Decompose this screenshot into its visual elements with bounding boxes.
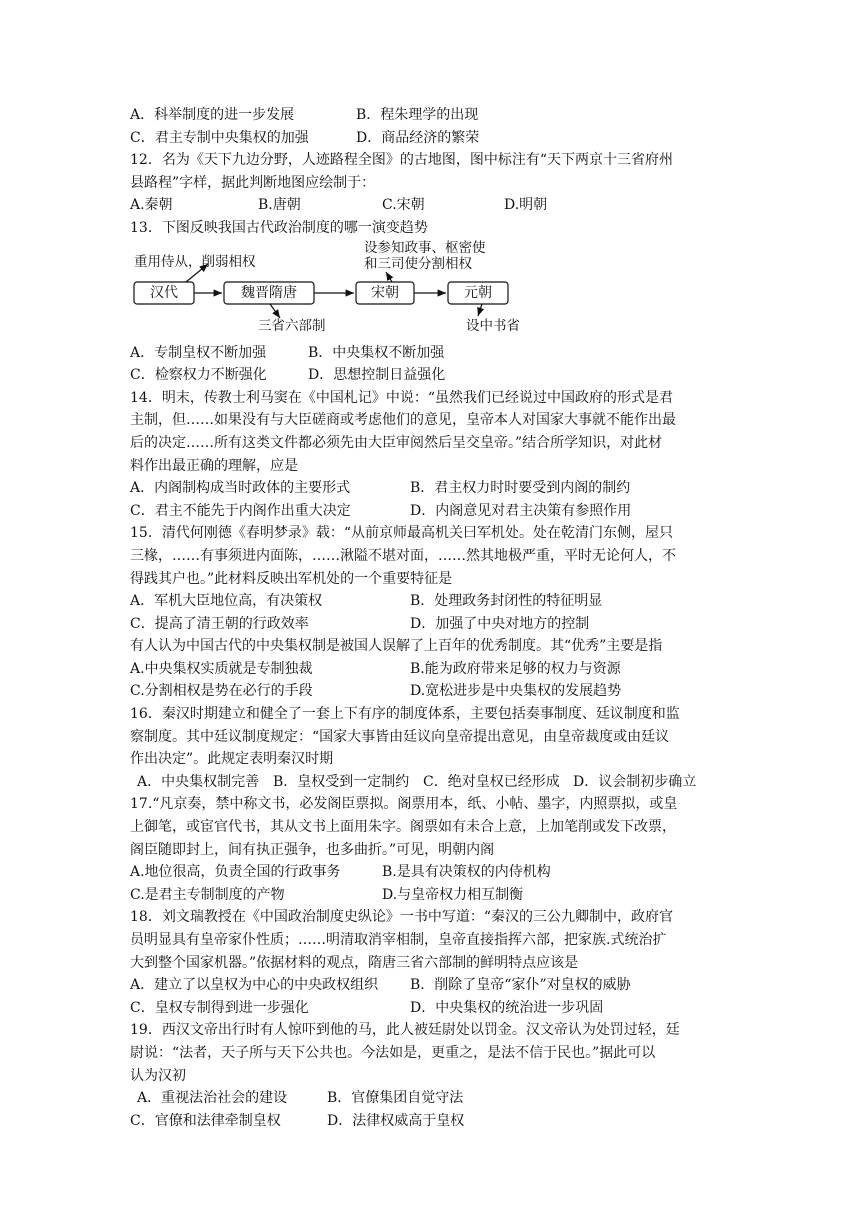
question-line: 阁臣随即封上，间有执正强争，也多曲折。”可见，明朝内阁 — [130, 841, 495, 858]
q11-option-a[interactable]: A．科举制度的进一步发展 — [130, 107, 295, 123]
q11-option-d[interactable]: D．商品经济的繁荣 — [356, 129, 480, 146]
question-line: 县路程”字样，据此判断地图应绘制于： — [130, 174, 376, 191]
q17-stem — [130, 793, 742, 861]
q15b-stem: 有人认为中国古代的中央集权制是被国人误解了上百年的优秀制度。其“优秀”主要是指 — [130, 638, 663, 655]
q14-option-b[interactable]: B．君主权力时时要受到内阁的制约 — [410, 480, 631, 497]
q16-option-b[interactable]: B．皇权受到一定制约 — [273, 773, 410, 790]
question-line: 作出决定”。此规定表明秦汉时期 — [130, 751, 334, 768]
label-han-top: 重用侍从，削弱相权 — [134, 253, 256, 270]
question-line: 16．秦汉时期建立和健全了一套上下有序的制度体系，主要包括奏事制度、廷议制度和监 — [130, 706, 680, 723]
q11-options-row-1 — [130, 104, 742, 127]
question-line: 后的决定……所有这类文件都必须先由大臣审阅然后呈交皇帝。”结合所学知识，对此材 — [130, 434, 663, 451]
q12-stem — [130, 149, 742, 194]
q15-options-row-1 — [130, 590, 742, 613]
q18-options-row-1 — [130, 974, 742, 997]
q19-option-b[interactable]: B．官僚集团自觉守法 — [327, 1090, 464, 1107]
question-line: 尉说：“法者，天子所与天下公共也。今法如是，更重之，是法不信于民也。”据此可以 — [130, 1044, 656, 1061]
question-line: 17.“凡京奏，禁中称文书，必发阁臣票拟。阁票用本，纸、小帖、墨字，内照票拟，或皇 — [130, 796, 678, 813]
box-label-yuan: 元朝 — [464, 284, 492, 301]
q15b-option-b[interactable]: B.能为政府带来足够的权力与资源 — [410, 660, 621, 677]
q15b-option-d[interactable]: D.宽松进步是中央集权的发展趋势 — [410, 683, 622, 700]
q11-option-b[interactable]: B．程朱理学的出现 — [356, 107, 479, 123]
q19-option-d[interactable]: D．法律权威高于皇权 — [327, 1112, 465, 1129]
q18-stem — [130, 906, 742, 974]
question-line: 察制度。其中廷议制度规定：“国家大事皆由廷议向皇帝提出意见，由皇帝裁度或由廷议 — [130, 728, 670, 745]
q15-option-c[interactable]: C．提高了清王朝的行政效率 — [130, 615, 309, 632]
q15b-option-c[interactable]: C.分割相权是势在必行的手段 — [130, 683, 313, 700]
box-label-weijin: 魏晋隋唐 — [241, 284, 297, 301]
q17-option-a[interactable]: A.地位很高，负责全国的行政事务 — [130, 864, 341, 881]
q13-option-d[interactable]: D．思想控制日益强化 — [308, 367, 446, 384]
q13-options-row-1 — [130, 342, 742, 365]
question-line: 三椽，……有事须进内面陈，……湫隘不堪对面，……然其地极严重，平时无论何人，不 — [130, 547, 676, 564]
q14-option-a[interactable]: A．内阁制构成当时政体的主要形式 — [130, 480, 351, 497]
question-line: 12．名为《天下九边分野，人迹路程全图》的古地图，图中标注有“天下两京十三省府州 — [130, 152, 673, 169]
q19-options-row-1 — [130, 1087, 742, 1110]
q13-diagram — [130, 239, 742, 338]
q14-stem — [130, 387, 742, 477]
q12-option-d[interactable]: D.明朝 — [504, 197, 548, 214]
label-yuan-bottom: 设中书省 — [466, 317, 520, 334]
q17-options-row-1 — [130, 861, 742, 884]
q12-option-b[interactable]: B.唐朝 — [258, 197, 301, 214]
q15-option-d[interactable]: D．加强了中央对地方的控制 — [410, 615, 590, 632]
label-weijin-bottom: 三省六部制 — [258, 317, 326, 334]
q11-options-row-2 — [130, 127, 742, 150]
q18-option-d[interactable]: D．中央集权的统治进一步巩固 — [410, 999, 604, 1016]
q13-stem: 13．下图反映我国古代政治制度的哪一演变趋势 — [130, 219, 428, 236]
q15b-options-row-1 — [130, 658, 742, 681]
q14-option-c[interactable]: C．君主不能先于内阁作出重大决定 — [130, 502, 351, 519]
q18-option-c[interactable]: C．皇权专制得到进一步强化 — [130, 999, 309, 1016]
q15-stem — [130, 522, 742, 590]
question-line: 18．刘文瑞教授在《中国政治制度史纵论》一书中写道：“秦汉的三公九卿制中，政府官 — [130, 909, 673, 926]
q11-option-c[interactable]: C．君主专制中央集权的加强 — [130, 129, 309, 146]
q16-options-row — [130, 771, 742, 794]
q18-option-b[interactable]: B．削除了皇帝“家仆”对皇权的威胁 — [410, 977, 631, 994]
q19-option-a[interactable]: A．重视法治社会的建设 — [137, 1090, 288, 1107]
q15-option-a[interactable]: A．军机大臣地位高，有决策权 — [130, 593, 323, 610]
question-line: 料作出最正确的理解，应是 — [130, 457, 298, 474]
q19-stem — [130, 1019, 742, 1087]
question-line: 员明显具有皇帝家仆性质；……明清取消宰相制，皇帝直接指挥六部，把家族.式统治扩 — [130, 932, 667, 948]
q12-option-a[interactable]: A.秦朝 — [130, 197, 173, 214]
q16-option-c[interactable]: C．绝对皇权已经形成 — [423, 773, 560, 790]
question-line: 15．清代何刚德《春明梦录》载：“从前京师最高机关曰军机处。处在乾清门东侧，屋只 — [130, 525, 673, 542]
question-line: 得践其户也。”此材料反映出军机处的一个重要特征是 — [130, 570, 453, 587]
question-line: 认为汉初 — [130, 1067, 186, 1084]
question-line: 主制，但……如果没有与大臣磋商或考虑他们的意见，皇帝本人对国家大事就不能作出最 — [130, 412, 676, 429]
q14-options-row-1 — [130, 477, 742, 500]
exam-page — [130, 104, 742, 1132]
q19-options-row-2 — [130, 1110, 742, 1133]
q12-option-c[interactable]: C.宋朝 — [382, 197, 425, 214]
q15b-options-row-2 — [130, 680, 742, 703]
q14-option-d[interactable]: D．内阁意见对君主决策有参照作用 — [410, 502, 632, 519]
question-line: 上御笔，或宦官代书，其从文书上面用朱字。阁票如有未合上意，上加笔削或发下改票， — [130, 819, 676, 836]
q19-option-c[interactable]: C．官僚和法律牵制皇权 — [130, 1112, 281, 1129]
question-line: 大到整个国家机器。”依据材料的观点，隋唐三省六部制的鲜明特点应该是 — [130, 954, 579, 971]
q17-option-d[interactable]: D.与皇帝权力相互制衡 — [382, 886, 524, 903]
q18-option-a[interactable]: A．建立了以皇权为中心的中央政权组织 — [130, 977, 379, 994]
label-song-top-1: 设参知政事、枢密使 — [364, 239, 486, 256]
q18-options-row-2 — [130, 997, 742, 1020]
question-line: 14．明末，传教士利马窦在《中国札记》中说：“虽然我们已经说过中国政府的形式是君 — [130, 389, 673, 406]
box-label-song: 宋朝 — [371, 284, 399, 301]
q15-option-b[interactable]: B．处理政务封闭性的特征明显 — [410, 593, 603, 610]
q15-options-row-2 — [130, 613, 742, 636]
q16-stem — [130, 703, 742, 771]
q13-option-a[interactable]: A．专制皇权不断加强 — [130, 344, 267, 361]
q17-option-c[interactable]: C.是君主专制制度的产物 — [130, 886, 285, 903]
label-song-top-2: 和三司使分割相权 — [364, 255, 472, 272]
q16-option-a[interactable]: A．中央集权制完善 — [137, 773, 260, 790]
q15b-option-a[interactable]: A.中央集权实质就是专制独裁 — [130, 660, 313, 677]
q13-options-row-2 — [130, 364, 742, 387]
q17-option-b[interactable]: B.是具有决策权的内侍机构 — [382, 864, 551, 881]
question-line: 19．西汉文帝出行时有人惊吓到他的马，此人被廷尉处以罚金。汉文帝认为处罚过轻，廷 — [130, 1022, 680, 1039]
q17-options-row-2 — [130, 884, 742, 907]
q13-option-b[interactable]: B．中央集权不断加强 — [308, 344, 445, 361]
q14-options-row-2 — [130, 500, 742, 523]
q16-option-d[interactable]: D．议会制初步确立 — [573, 773, 697, 790]
q13-option-c[interactable]: C．检察权力不断强化 — [130, 367, 267, 384]
q12-options-row — [130, 194, 742, 217]
box-label-han: 汉代 — [150, 284, 178, 301]
